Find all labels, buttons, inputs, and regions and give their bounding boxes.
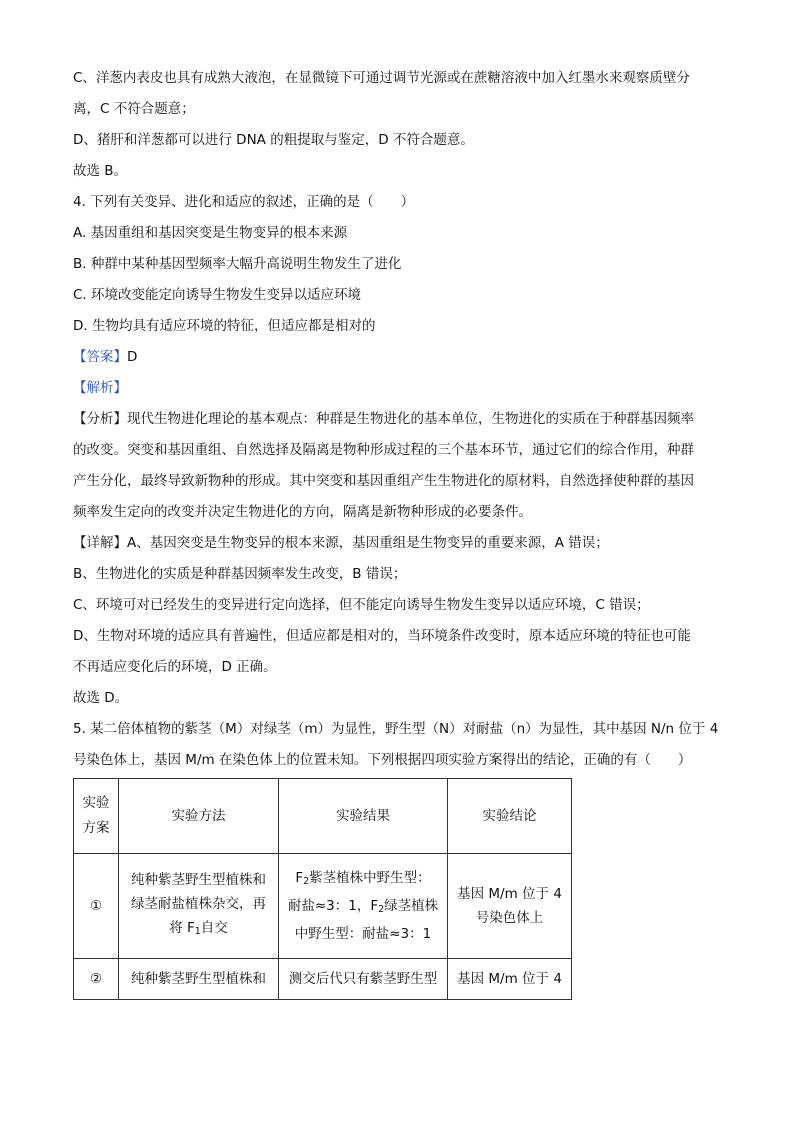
row1-result-subscript1: 2 [303, 876, 310, 887]
fenxi-tag: 【分析】 [73, 411, 127, 427]
row1-result [279, 854, 448, 959]
prev-answer-c-line2: 离，C 不符合题意； [73, 101, 195, 117]
row2-conclusion: 基因 M/m 位于 4 [448, 959, 572, 1000]
row1-method-line3-b: 自交 [200, 920, 228, 936]
row1-method-line3-a: 将 F [169, 920, 195, 936]
row1-method-line1: 纯种紫茎野生型植株和 [131, 872, 266, 888]
row1-conclusion-line2: 号染色体上 [475, 910, 544, 926]
table-row [74, 959, 572, 1000]
header-result: 实验结果 [279, 779, 448, 854]
q4-answer [73, 348, 137, 366]
row2-id: ② [74, 959, 119, 1000]
header-scheme-line2: 方案 [82, 820, 110, 836]
table-row [74, 854, 572, 959]
row1-result-line2-b: 绿茎植株 [384, 898, 439, 914]
prev-answer-conclusion: 故选 B。 [73, 163, 128, 179]
q5-stem-line1: 5. 某二倍体植物的紫茎（M）对绿茎（m）为显性，野生型（N）对耐盐（n）为显性，其中基因 N/n 位于 4 [73, 721, 719, 737]
q4-option-b: B. 种群中某种基因型频率大幅升高说明生物发生了进化 [73, 256, 402, 272]
q4-option-d: D. 生物均具有适应环境的特征，但适应都是相对的 [73, 318, 376, 334]
q4-stem: 4. 下列有关变异、进化和适应的叙述，正确的是（ ） [73, 194, 415, 210]
prev-answer-d-line: D、猪肝和洋葱都可以进行 DNA 的粗提取与鉴定，D 不符合题意。 [73, 132, 474, 148]
q4-fenxi-line2: 的改变。突变和基因重组、自然选择及隔离是物种形成过程的三个基本环节，通过它们的综合作用，种群 [73, 442, 694, 458]
q4-xiangjie-a [73, 534, 609, 552]
row2-method: 纯种紫茎野生型植株和 [119, 959, 279, 1000]
row2-result: 测交后代只有紫茎野生型 [279, 959, 448, 1000]
q4-fenxi-line1 [73, 410, 694, 428]
row1-id: ① [74, 854, 119, 959]
q4-fenxi-line3: 产生分化，最终导致新物种的形成。其中突变和基因重组产生生物进化的原材料，自然选择使种群的基因 [73, 473, 694, 489]
xiangjie-tag: 【详解】 [73, 535, 127, 551]
answer-value: D [127, 349, 138, 365]
fenxi-text: 现代生物进化理论的基本观点：种群是生物进化的基本单位，生物进化的实质在于种群基因频率 [127, 411, 694, 427]
analysis-tag: 【解析】 [73, 380, 127, 396]
row1-conclusion [448, 854, 572, 959]
row1-result-line3: 中野生型：耐盐≈3：1 [294, 926, 432, 942]
q4-xiangjie-b: B、生物进化的实质是种群基因频率发生改变，B 错误； [73, 566, 407, 582]
q5-stem-line2: 号染色体上，基因 M/m 在染色体上的位置未知。下列根据四项实验方案得出的结论，正确的有（ ） [73, 752, 692, 768]
experiment-table [73, 778, 572, 1000]
q4-option-a: A. 基因重组和基因突变是生物变异的根本来源 [73, 225, 348, 241]
q4-xiangjie-d1: D、生物对环境的适应具有普遍性，但适应都是相对的，当环境条件改变时，原本适应环境的特征也可能 [73, 628, 691, 644]
row1-result-line1-b: 紫茎植株中野生型： [309, 870, 431, 886]
row1-result-line2 [282, 894, 444, 922]
row1-result-line1-a: F [295, 870, 304, 886]
header-conclusion: 实验结论 [448, 779, 572, 854]
answer-tag: 【答案】 [73, 349, 127, 365]
row1-conclusion-line1: 基因 M/m 位于 4 [457, 886, 562, 902]
q4-xiangjie-d2: 不再适应变化后的环境，D 正确。 [73, 659, 277, 675]
q4-fenxi-line4: 频率发生定向的改变并决定生物进化的方向，隔离是新物种形成的必要条件。 [73, 504, 532, 520]
row1-method-line3 [122, 916, 275, 944]
row1-result-subscript2: 2 [378, 904, 385, 915]
table-header-row [74, 779, 572, 854]
q4-xiangjie-c: C、环境可对已经发生的变异进行定向选择，但不能定向诱导生物发生变异以适应环境，C 错误； [73, 597, 650, 613]
row1-result-line1 [282, 866, 444, 894]
row1-method [119, 854, 279, 959]
xiangjie-text: A、基因突变是生物变异的根本来源，基因重组是生物变异的重要来源，A 错误； [127, 535, 609, 551]
q4-option-c: C. 环境改变能定向诱导生物发生变异以适应环境 [73, 287, 362, 303]
header-method: 实验方法 [119, 779, 279, 854]
row1-result-line2-a: 耐盐≈3：1，F [287, 898, 379, 914]
row1-method-subscript: 1 [194, 926, 201, 937]
prev-answer-c-line1: C、洋葱内表皮也具有成熟大液泡，在显微镜下可通过调节光源或在蔗糖溶液中加入红墨水来观察质壁分 [73, 70, 690, 86]
header-scheme-line1: 实验 [82, 795, 110, 811]
row1-method-line2: 绿茎耐盐植株杂交，再 [131, 896, 266, 912]
q4-conclusion: 故选 D。 [73, 690, 129, 706]
header-scheme [74, 779, 119, 854]
